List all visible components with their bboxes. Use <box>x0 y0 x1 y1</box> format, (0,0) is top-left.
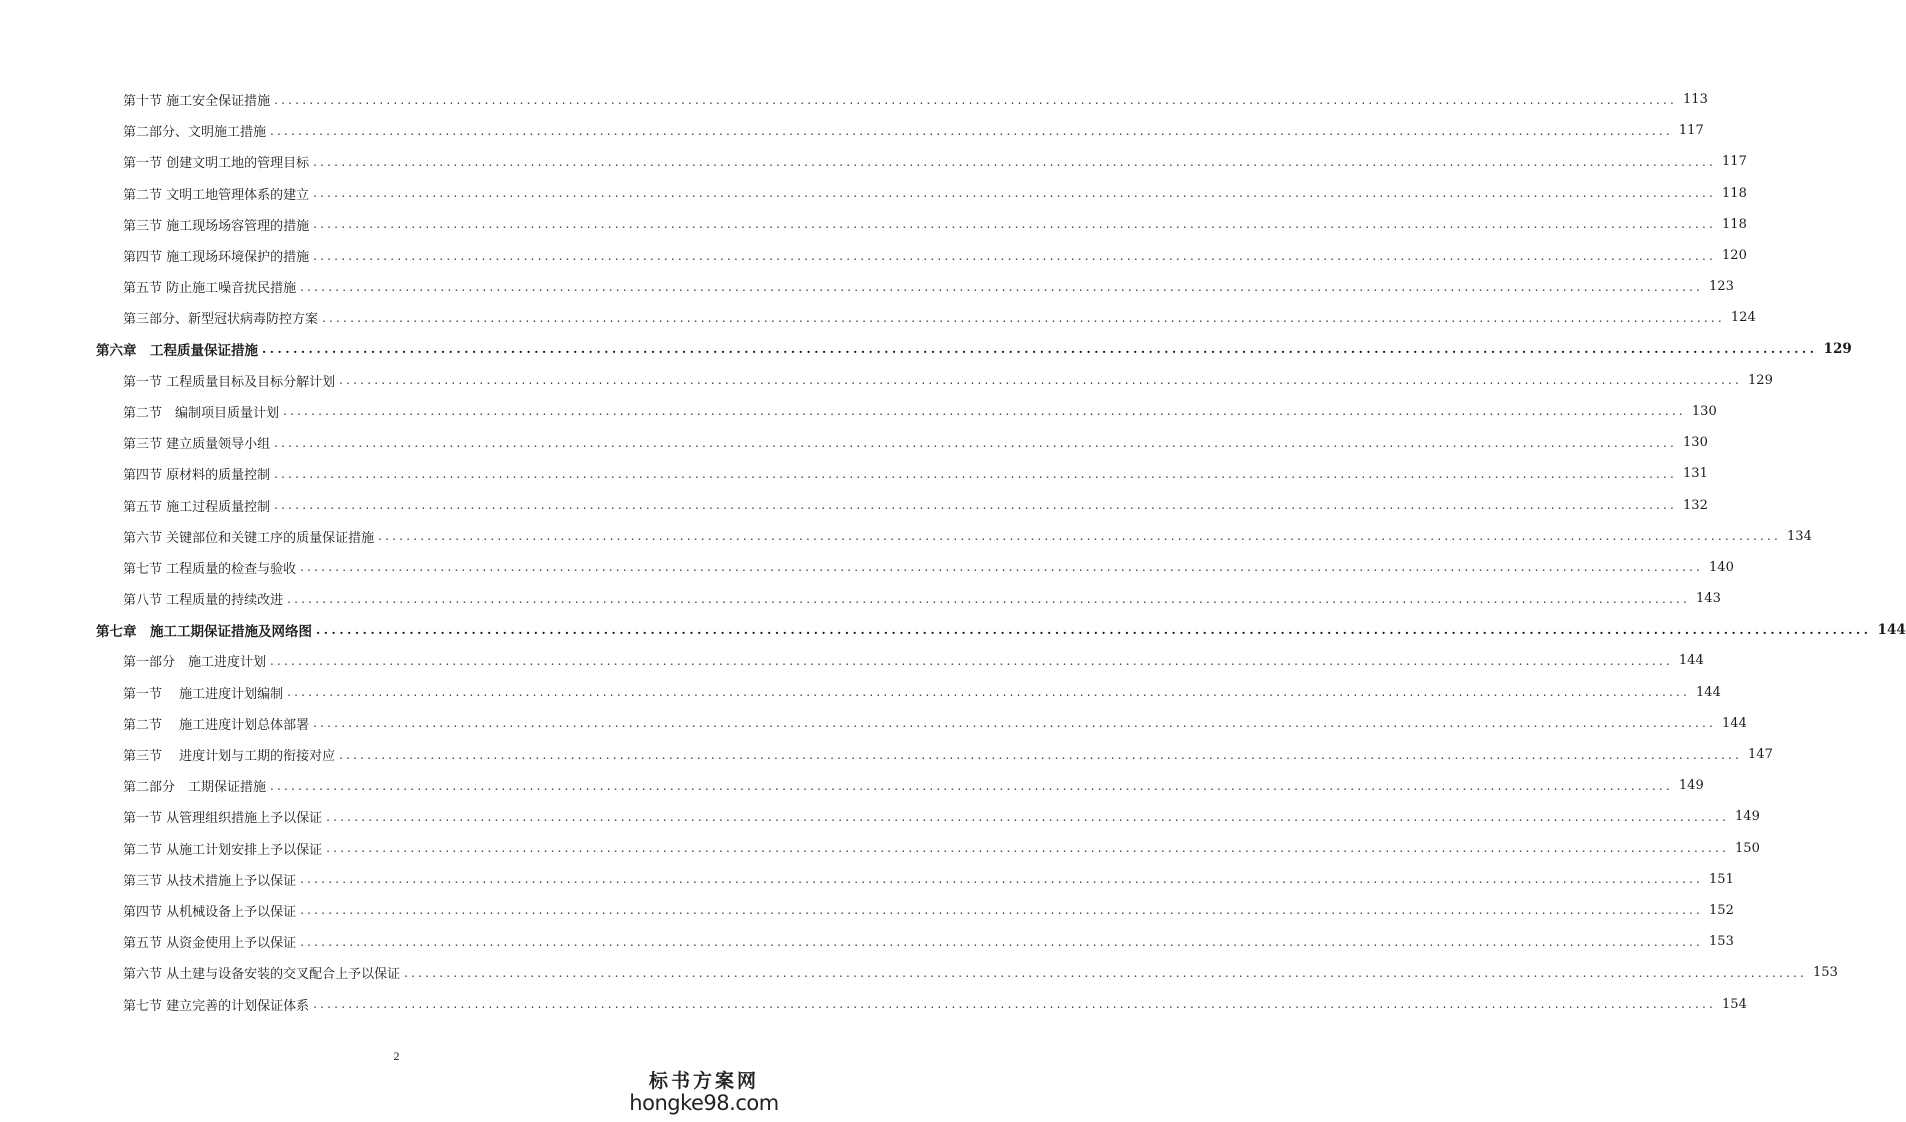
toc-section-entry <box>0 489 1708 520</box>
toc-entry-page: 123 <box>1709 279 1734 295</box>
toc-entry-label: 第三节 施工现场场容管理的措施 <box>123 218 310 234</box>
toc-section-entry <box>0 833 1760 864</box>
toc-entry-page: 124 <box>1730 310 1756 326</box>
toc-entry-page: 153 <box>1813 965 1838 981</box>
toc-leader-dots: ........................................................................................................................................................................................................ <box>283 404 1686 419</box>
toc-section-entry <box>0 583 1721 614</box>
toc-leader-dots: ........................................................................................................................................................................................................ <box>326 841 1730 856</box>
toc-entry-page: 120 <box>1722 248 1747 264</box>
toc-leader-dots: ........................................................................................................................................................................................................ <box>300 934 1704 949</box>
toc-leader-dots: ........................................................................................................................................................................................................ <box>300 279 1704 294</box>
toc-entry-page: 117 <box>1678 123 1704 139</box>
toc-entry-page: 153 <box>1709 934 1734 950</box>
toc-leader-dots: ........................................................................................................................................................................................................ <box>339 747 1743 762</box>
toc-leader-dots: ........................................................................................................................................................................................................ <box>326 809 1730 824</box>
toc-entry-label: 第十节 施工安全保证措施 <box>123 94 271 110</box>
toc-section-entry <box>0 84 1708 115</box>
toc-section-entry <box>0 396 1717 427</box>
toc-entry-label: 第一节 施工进度计划编制 <box>123 686 284 702</box>
toc-entry-page: 118 <box>1722 216 1747 232</box>
toc-leader-dots: ........................................................................................................................................................................................................ <box>274 435 1678 450</box>
toc-entry-page: 151 <box>1709 871 1734 887</box>
toc-chapter-entry <box>0 614 1906 645</box>
toc-leader-dots: ........................................................................................................................................................................................................ <box>378 529 1782 544</box>
toc-section-entry <box>0 115 1704 146</box>
toc-entry-page: 154 <box>1722 996 1747 1012</box>
toc-section-entry <box>0 146 1747 177</box>
toc-leader-dots: ........................................................................................................................................................................................................ <box>287 685 1691 700</box>
toc-leader-dots: ........................................................................................................................................................................................................ <box>262 342 1818 357</box>
toc-entry-page: 118 <box>1722 185 1747 201</box>
toc-entry-label: 第三节 进度计划与工期的衔接对应 <box>123 749 336 765</box>
toc-leader-dots: ........................................................................................................................................................................................................ <box>313 997 1717 1012</box>
toc-entry-label: 第三节 建立质量领导小组 <box>123 437 271 453</box>
toc-entry-label: 第七节 建立完善的计划保证体系 <box>123 998 310 1014</box>
toc-entry-page: 149 <box>1735 809 1760 825</box>
toc-leader-dots: ........................................................................................................................................................................................................ <box>300 560 1704 575</box>
toc-entry-label: 第五节 防止施工噪音扰民措施 <box>123 281 297 297</box>
toc-entry-page: 130 <box>1683 435 1708 451</box>
toc-leader-dots: ........................................................................................................................................................................................................ <box>274 92 1678 107</box>
toc-entry-label: 第二部分 工期保证措施 <box>123 780 267 796</box>
toc-entry-label: 第六节 从土建与设备安装的交叉配合上予以保证 <box>123 967 401 983</box>
toc-entry-label: 第二节 文明工地管理体系的建立 <box>123 187 310 203</box>
watermark-logo <box>629 1072 779 1114</box>
toc-entry-label: 第六章 工程质量保证措施 <box>96 343 258 360</box>
table-of-contents <box>0 84 1906 1020</box>
toc-section-entry <box>0 365 1773 396</box>
toc-section-entry <box>0 271 1734 302</box>
toc-entry-label: 第二部分、文明施工措施 <box>123 125 267 141</box>
toc-leader-dots: ........................................................................................................................................................................................................ <box>313 154 1717 169</box>
toc-section-entry <box>0 240 1747 271</box>
toc-entry-page: 143 <box>1696 591 1721 607</box>
toc-leader-dots: ........................................................................................................................................................................................................ <box>270 123 1673 138</box>
toc-entry-page: 149 <box>1678 778 1704 794</box>
toc-section-entry <box>0 302 1756 333</box>
toc-entry-label: 第五节 从资金使用上予以保证 <box>123 936 297 952</box>
toc-section-entry <box>0 708 1747 739</box>
toc-entry-label: 第二节 施工进度计划总体部署 <box>123 717 310 733</box>
toc-leader-dots: ........................................................................................................................................................................................................ <box>274 498 1678 513</box>
toc-leader-dots: ........................................................................................................................................................................................................ <box>313 217 1717 232</box>
toc-entry-page: 152 <box>1709 902 1734 918</box>
toc-section-entry <box>0 458 1708 489</box>
toc-entry-page: 144 <box>1696 684 1721 700</box>
toc-entry-label: 第八节 工程质量的持续改进 <box>123 593 284 609</box>
toc-entry-label: 第五节 施工过程质量控制 <box>123 499 271 515</box>
toc-section-entry <box>0 926 1734 957</box>
toc-entry-page: 150 <box>1735 840 1760 856</box>
toc-section-entry <box>0 895 1734 926</box>
toc-entry-page: 131 <box>1683 466 1708 482</box>
toc-entry-label: 第四节 施工现场环境保护的措施 <box>123 250 310 266</box>
toc-section-entry <box>0 427 1708 458</box>
toc-leader-dots: ........................................................................................................................................................................................................ <box>322 310 1725 325</box>
toc-section-entry <box>0 645 1704 676</box>
toc-entry-label: 第七章 施工工期保证措施及网络图 <box>96 623 312 640</box>
toc-entry-label: 第二节 编制项目质量计划 <box>123 405 280 421</box>
toc-entry-label: 第一节 从管理组织措施上予以保证 <box>123 811 323 827</box>
toc-entry-label: 第三节 从技术措施上予以保证 <box>123 873 297 889</box>
toc-entry-label: 第七节 工程质量的检查与验收 <box>123 561 297 577</box>
toc-entry-label: 第四节 从机械设备上予以保证 <box>123 904 297 920</box>
toc-leader-dots: ........................................................................................................................................................................................................ <box>313 248 1717 263</box>
watermark-title: 标书方案网 <box>648 1070 759 1093</box>
toc-entry-page: 130 <box>1691 403 1717 419</box>
toc-entry-page: 147 <box>1748 747 1773 763</box>
toc-entry-page: 144 <box>1678 653 1704 669</box>
toc-leader-dots: ........................................................................................................................................................................................................ <box>313 716 1717 731</box>
toc-leader-dots: ........................................................................................................................................................................................................ <box>287 591 1691 606</box>
toc-section-entry <box>0 988 1747 1019</box>
toc-entry-label: 第一部分 施工进度计划 <box>123 655 267 671</box>
watermark-url: hongke98.com <box>629 1090 779 1115</box>
toc-section-entry <box>0 957 1838 988</box>
toc-entry-label: 第六节 关键部位和关键工序的质量保证措施 <box>123 530 375 546</box>
toc-entry-label: 第三部分、新型冠状病毒防控方案 <box>123 312 319 328</box>
toc-leader-dots: ........................................................................................................................................................................................................ <box>339 373 1743 388</box>
toc-leader-dots: ........................................................................................................................................................................................................ <box>404 965 1808 980</box>
toc-entry-page: 144 <box>1877 621 1906 638</box>
toc-entry-page: 129 <box>1823 341 1852 358</box>
toc-entry-label: 第二节 从施工计划安排上予以保证 <box>123 842 323 858</box>
toc-leader-dots: ........................................................................................................................................................................................................ <box>274 466 1678 481</box>
toc-entry-page: 140 <box>1709 559 1734 575</box>
toc-section-entry <box>0 801 1760 832</box>
toc-leader-dots: ........................................................................................................................................................................................................ <box>270 778 1673 793</box>
toc-section-entry <box>0 209 1747 240</box>
toc-section-entry <box>0 552 1734 583</box>
toc-entry-page: 134 <box>1787 528 1812 544</box>
toc-section-entry <box>0 864 1734 895</box>
toc-leader-dots: ........................................................................................................................................................................................................ <box>313 186 1717 201</box>
toc-entry-page: 113 <box>1683 92 1708 108</box>
toc-entry-page: 129 <box>1748 372 1773 388</box>
toc-section-entry <box>0 178 1747 209</box>
toc-section-entry <box>0 770 1704 801</box>
toc-leader-dots: ........................................................................................................................................................................................................ <box>270 653 1673 668</box>
toc-entry-page: 117 <box>1722 154 1747 170</box>
toc-leader-dots: ........................................................................................................................................................................................................ <box>300 872 1704 887</box>
toc-leader-dots: ........................................................................................................................................................................................................ <box>300 903 1704 918</box>
toc-chapter-entry <box>0 334 1852 365</box>
toc-section-entry <box>0 739 1773 770</box>
page-number: 2 <box>393 1049 400 1063</box>
toc-entry-label: 第一节 创建文明工地的管理目标 <box>123 156 310 172</box>
toc-entry-page: 132 <box>1683 497 1708 513</box>
toc-section-entry <box>0 677 1721 708</box>
toc-entry-label: 第一节 工程质量目标及目标分解计划 <box>123 374 336 390</box>
toc-entry-page: 144 <box>1722 715 1747 731</box>
toc-leader-dots: ........................................................................................................................................................................................................ <box>316 622 1872 637</box>
toc-entry-label: 第四节 原材料的质量控制 <box>123 468 271 484</box>
toc-section-entry <box>0 521 1812 552</box>
